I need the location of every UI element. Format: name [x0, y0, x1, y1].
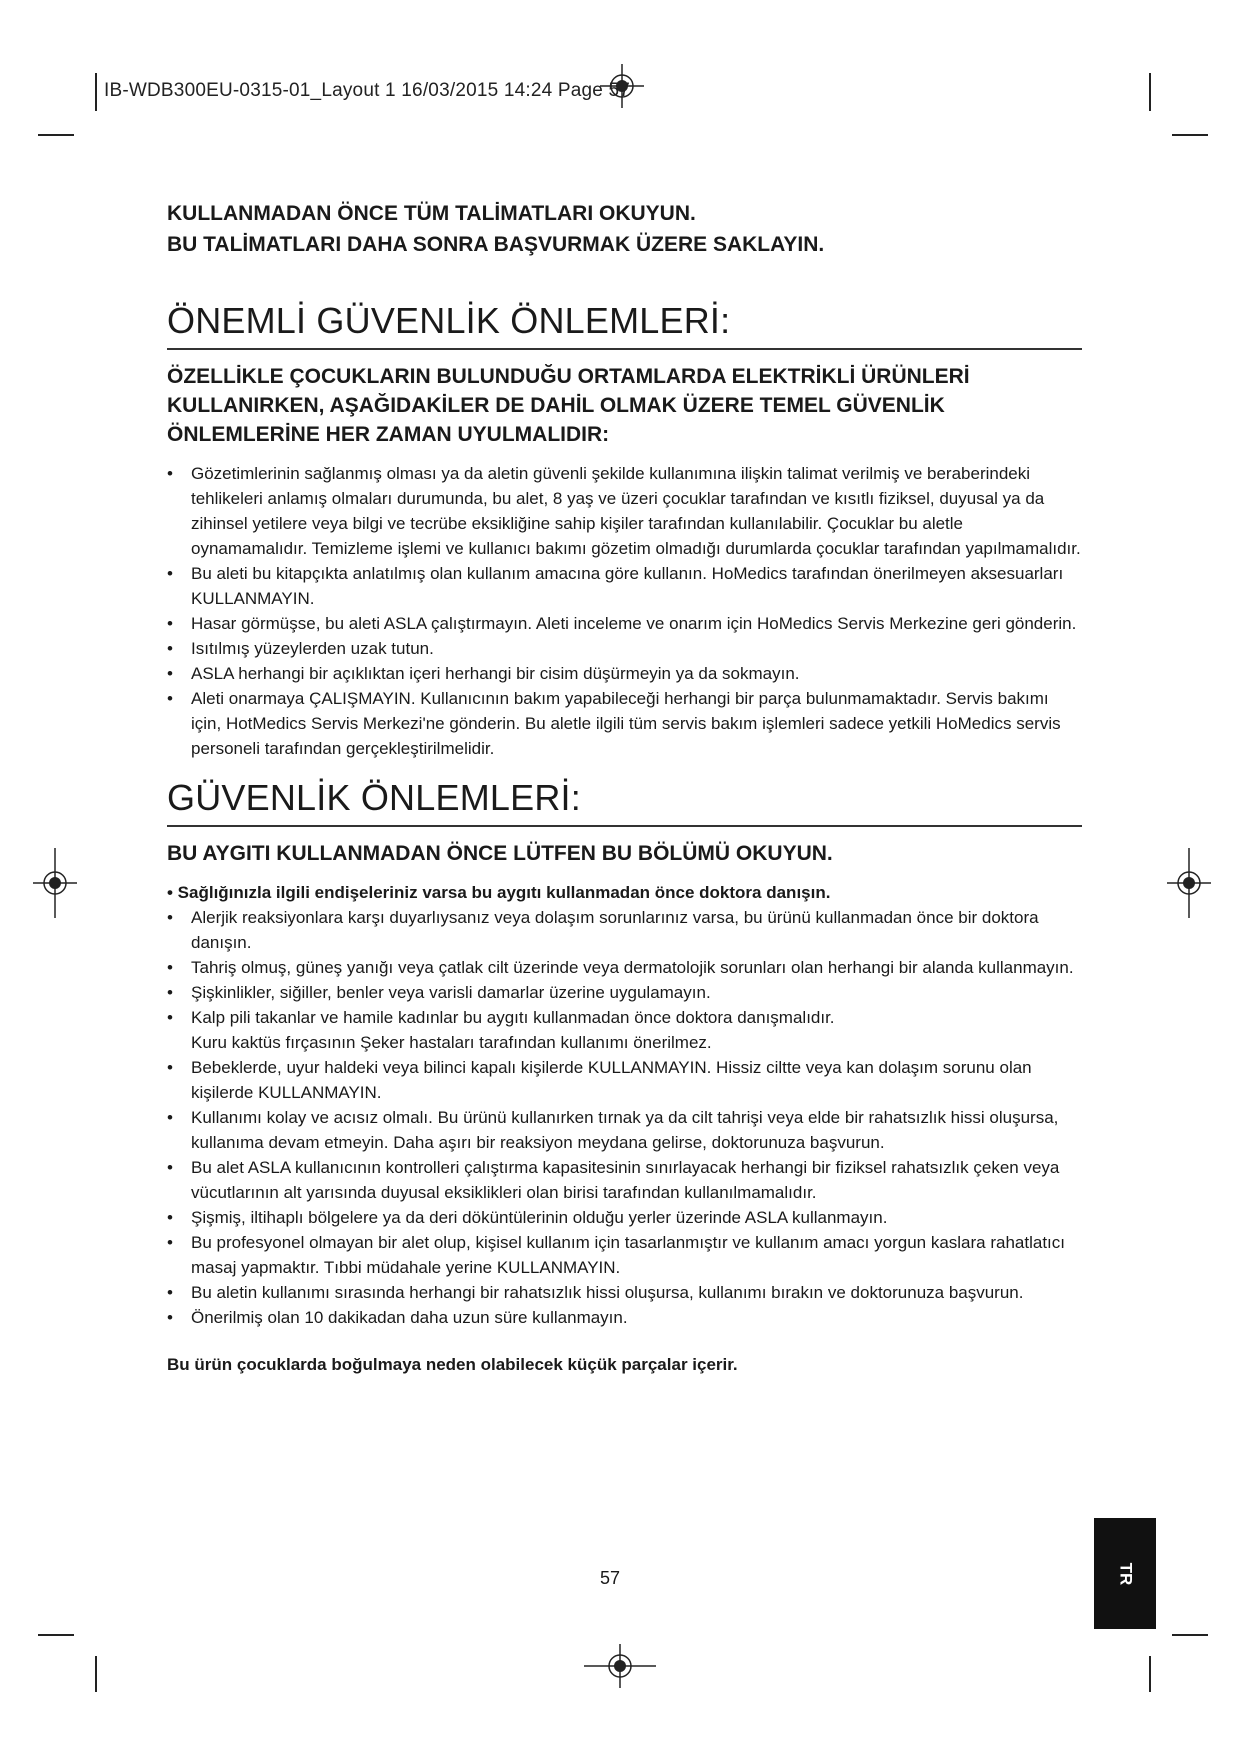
- language-tab: [1094, 1518, 1156, 1629]
- language-tab-label: TR: [1115, 1562, 1135, 1585]
- choking-warning: Bu ürün çocuklarda boğulmaya neden olabilecek küçük parçalar içerir.: [167, 1355, 738, 1374]
- intro-line-1: KULLANMADAN ÖNCE TÜM TALİMATLARI OKUYUN.: [167, 202, 696, 225]
- crop-mark-bottom-left-horizontal: [38, 1634, 74, 1636]
- registration-mark-icon: [31, 848, 79, 918]
- precautions-list: [167, 905, 1082, 1330]
- list-item: • Şişmiş, iltihaplı bölgelere ya da deri döküntülerinin olduğu yerler üzerinde ASLA kullanmayın.: [167, 1205, 1082, 1230]
- list-item-text: Kalp pili takanlar ve hamile kadınlar bu aygıtı kullanmadan önce doktora danışmalıdır.: [191, 1008, 835, 1027]
- list-item: • Alerjik reaksiyonlara karşı duyarlıysanız veya dolaşım sorunlarınız varsa, bu ürünü kullanmadan önce bir doktora danışın.: [167, 905, 1082, 955]
- list-item-note: Kuru kaktüs fırçasının Şeker hastaları tarafından kullanımı önerilmez.: [191, 1033, 712, 1052]
- list-item: • Şişkinlikler, siğiller, benler veya varisli damarlar üzerine uygulamayın.: [167, 980, 1082, 1005]
- list-item: • Tahriş olmuş, güneş yanığı veya çatlak cilt üzerinde veya dermatolojik sorunları olan herhangi bir alanda kullanmayın.: [167, 955, 1082, 980]
- page-content: [167, 198, 1082, 1377]
- list-item: • Bu profesyonel olmayan bir alet olup, kişisel kullanım için tasarlanmıştır ve kullanım amacı yorgun kaslara rahatlatıcı masaj yapmaktır. Tıbbi müdahale yerine KULLANMAYIN.: [167, 1230, 1082, 1280]
- crop-mark-bottom-right-vertical: [1149, 1656, 1151, 1692]
- list-item: • Aleti onarmaya ÇALIŞMAYIN. Kullanıcının bakım yapabileceği herhangi bir parça bulunmamaktadır. Servis bakımı için, HotMedics Servis Merkezi'ne gönderin. Bu aletle ilgili tüm servis bakım işlemleri sadece yetkili HoMedics servis personeli tarafından gerçekleştirilmelidir.: [167, 686, 1082, 761]
- registration-mark-icon: [1165, 848, 1213, 918]
- crop-mark-top-right-vertical: [1149, 73, 1151, 111]
- crop-mark-bottom-left-vertical: [95, 1656, 97, 1692]
- registration-mark-icon: [584, 1642, 656, 1690]
- crop-mark-top-left-vertical: [95, 73, 97, 111]
- list-item: • ASLA herhangi bir açıklıktan içeri herhangi bir cisim düşürmeyin ya da sokmayın.: [167, 661, 1082, 686]
- section-title-important-safety: ÖNEMLİ GÜVENLİK ÖNLEMLERİ:: [167, 300, 1082, 350]
- section-subtitle: ÖZELLİKLE ÇOCUKLARIN BULUNDUĞU ORTAMLARDA ELEKTRİKLİ ÜRÜNLERİ KULLANIRKEN, AŞAĞIDAKİLER DE DAHİL OLMAK ÜZERE TEMEL GÜVENLİK ÖNLEMLERİNE HER ZAMAN UYULMALIDIR:: [167, 365, 970, 446]
- list-item: • Bu alet ASLA kullanıcının kontrolleri çalıştırma kapasitesinin sınırlayacak herhangi bir fiziksel rahatsızlık çeken veya vücutlarının alt yarısında duyusal eksiklikleri olan birisi tarafından kullanılmamalıdır.: [167, 1155, 1082, 1205]
- section-title-safety: GÜVENLİK ÖNLEMLERİ:: [167, 777, 1082, 827]
- safety-list: [167, 461, 1082, 761]
- crop-mark-top-right-horizontal: [1172, 134, 1208, 136]
- section-subtitle: BU AYGITI KULLANMADAN ÖNCE LÜTFEN BU BÖLÜMÜ OKUYUN.: [167, 842, 833, 865]
- list-item: • Bu aleti bu kitapçıkta anlatılmış olan kullanım amacına göre kullanın. HoMedics tarafından önerilmeyen aksesuarları KULLANMAYIN.: [167, 561, 1082, 611]
- list-item: [167, 1005, 1082, 1055]
- intro-line-2: BU TALİMATLARI DAHA SONRA BAŞVURMAK ÜZERE SAKLAYIN.: [167, 233, 825, 256]
- print-slug: IB-WDB300EU-0315-01_Layout 1 16/03/2015 14:24 Page 57: [104, 80, 631, 101]
- list-item: • Önerilmiş olan 10 dakikadan daha uzun süre kullanmayın.: [167, 1305, 1082, 1330]
- list-item: • Isıtılmış yüzeylerden uzak tutun.: [167, 636, 1082, 661]
- list-item: • Gözetimlerinin sağlanmış olması ya da aletin güvenli şekilde kullanımına ilişkin talimat verilmiş ve beraberindeki tehlikeleri anlamış olmaları durumunda, bu alet, 8 yaş ve üzeri çocuklar tarafından ve kısıtlı fiziksel, duyusal ya da zihinsel yetilere veya bilgi ve tecrübe eksikliğine sahip kişiler tarafından kullanılabilir. Çocuklar bu aletle oynamamalıdır. Temizleme işlemi ve kullanıcı bakımı gözetim olmadığı durumlarda çocuklar tarafından yapılmamalıdır.: [167, 461, 1082, 561]
- list-item: • Bebeklerde, uyur haldeki veya bilinci kapalı kişilerde KULLANMAYIN. Hissiz ciltte veya kan dolaşım sorunu olan kişilerde KULLANMAYIN.: [167, 1055, 1082, 1105]
- bold-list-item: • Sağlığınızla ilgili endişeleriniz varsa bu aygıtı kullanmadan önce doktora danışın.: [167, 883, 831, 902]
- crop-mark-bottom-right-horizontal: [1172, 1634, 1208, 1636]
- list-item: • Bu aletin kullanımı sırasında herhangi bir rahatsızlık hissi oluşursa, kullanımı bırakın ve doktorunuza başvurun.: [167, 1280, 1082, 1305]
- page-number: 57: [600, 1568, 621, 1588]
- list-item: • Kullanımı kolay ve acısız olmalı. Bu ürünü kullanırken tırnak ya da cilt tahrişi veya elde bir rahatsızlık hissi oluşursa, kullanıma devam etmeyin. Daha aşırı bir reaksiyon meydana gelirse, doktorunuza başvurun.: [167, 1105, 1082, 1155]
- crop-mark-top-left-horizontal: [38, 134, 74, 136]
- list-item: • Hasar görmüşse, bu aleti ASLA çalıştırmayın. Aleti inceleme ve onarım için HoMedics Servis Merkezine geri gönderin.: [167, 611, 1082, 636]
